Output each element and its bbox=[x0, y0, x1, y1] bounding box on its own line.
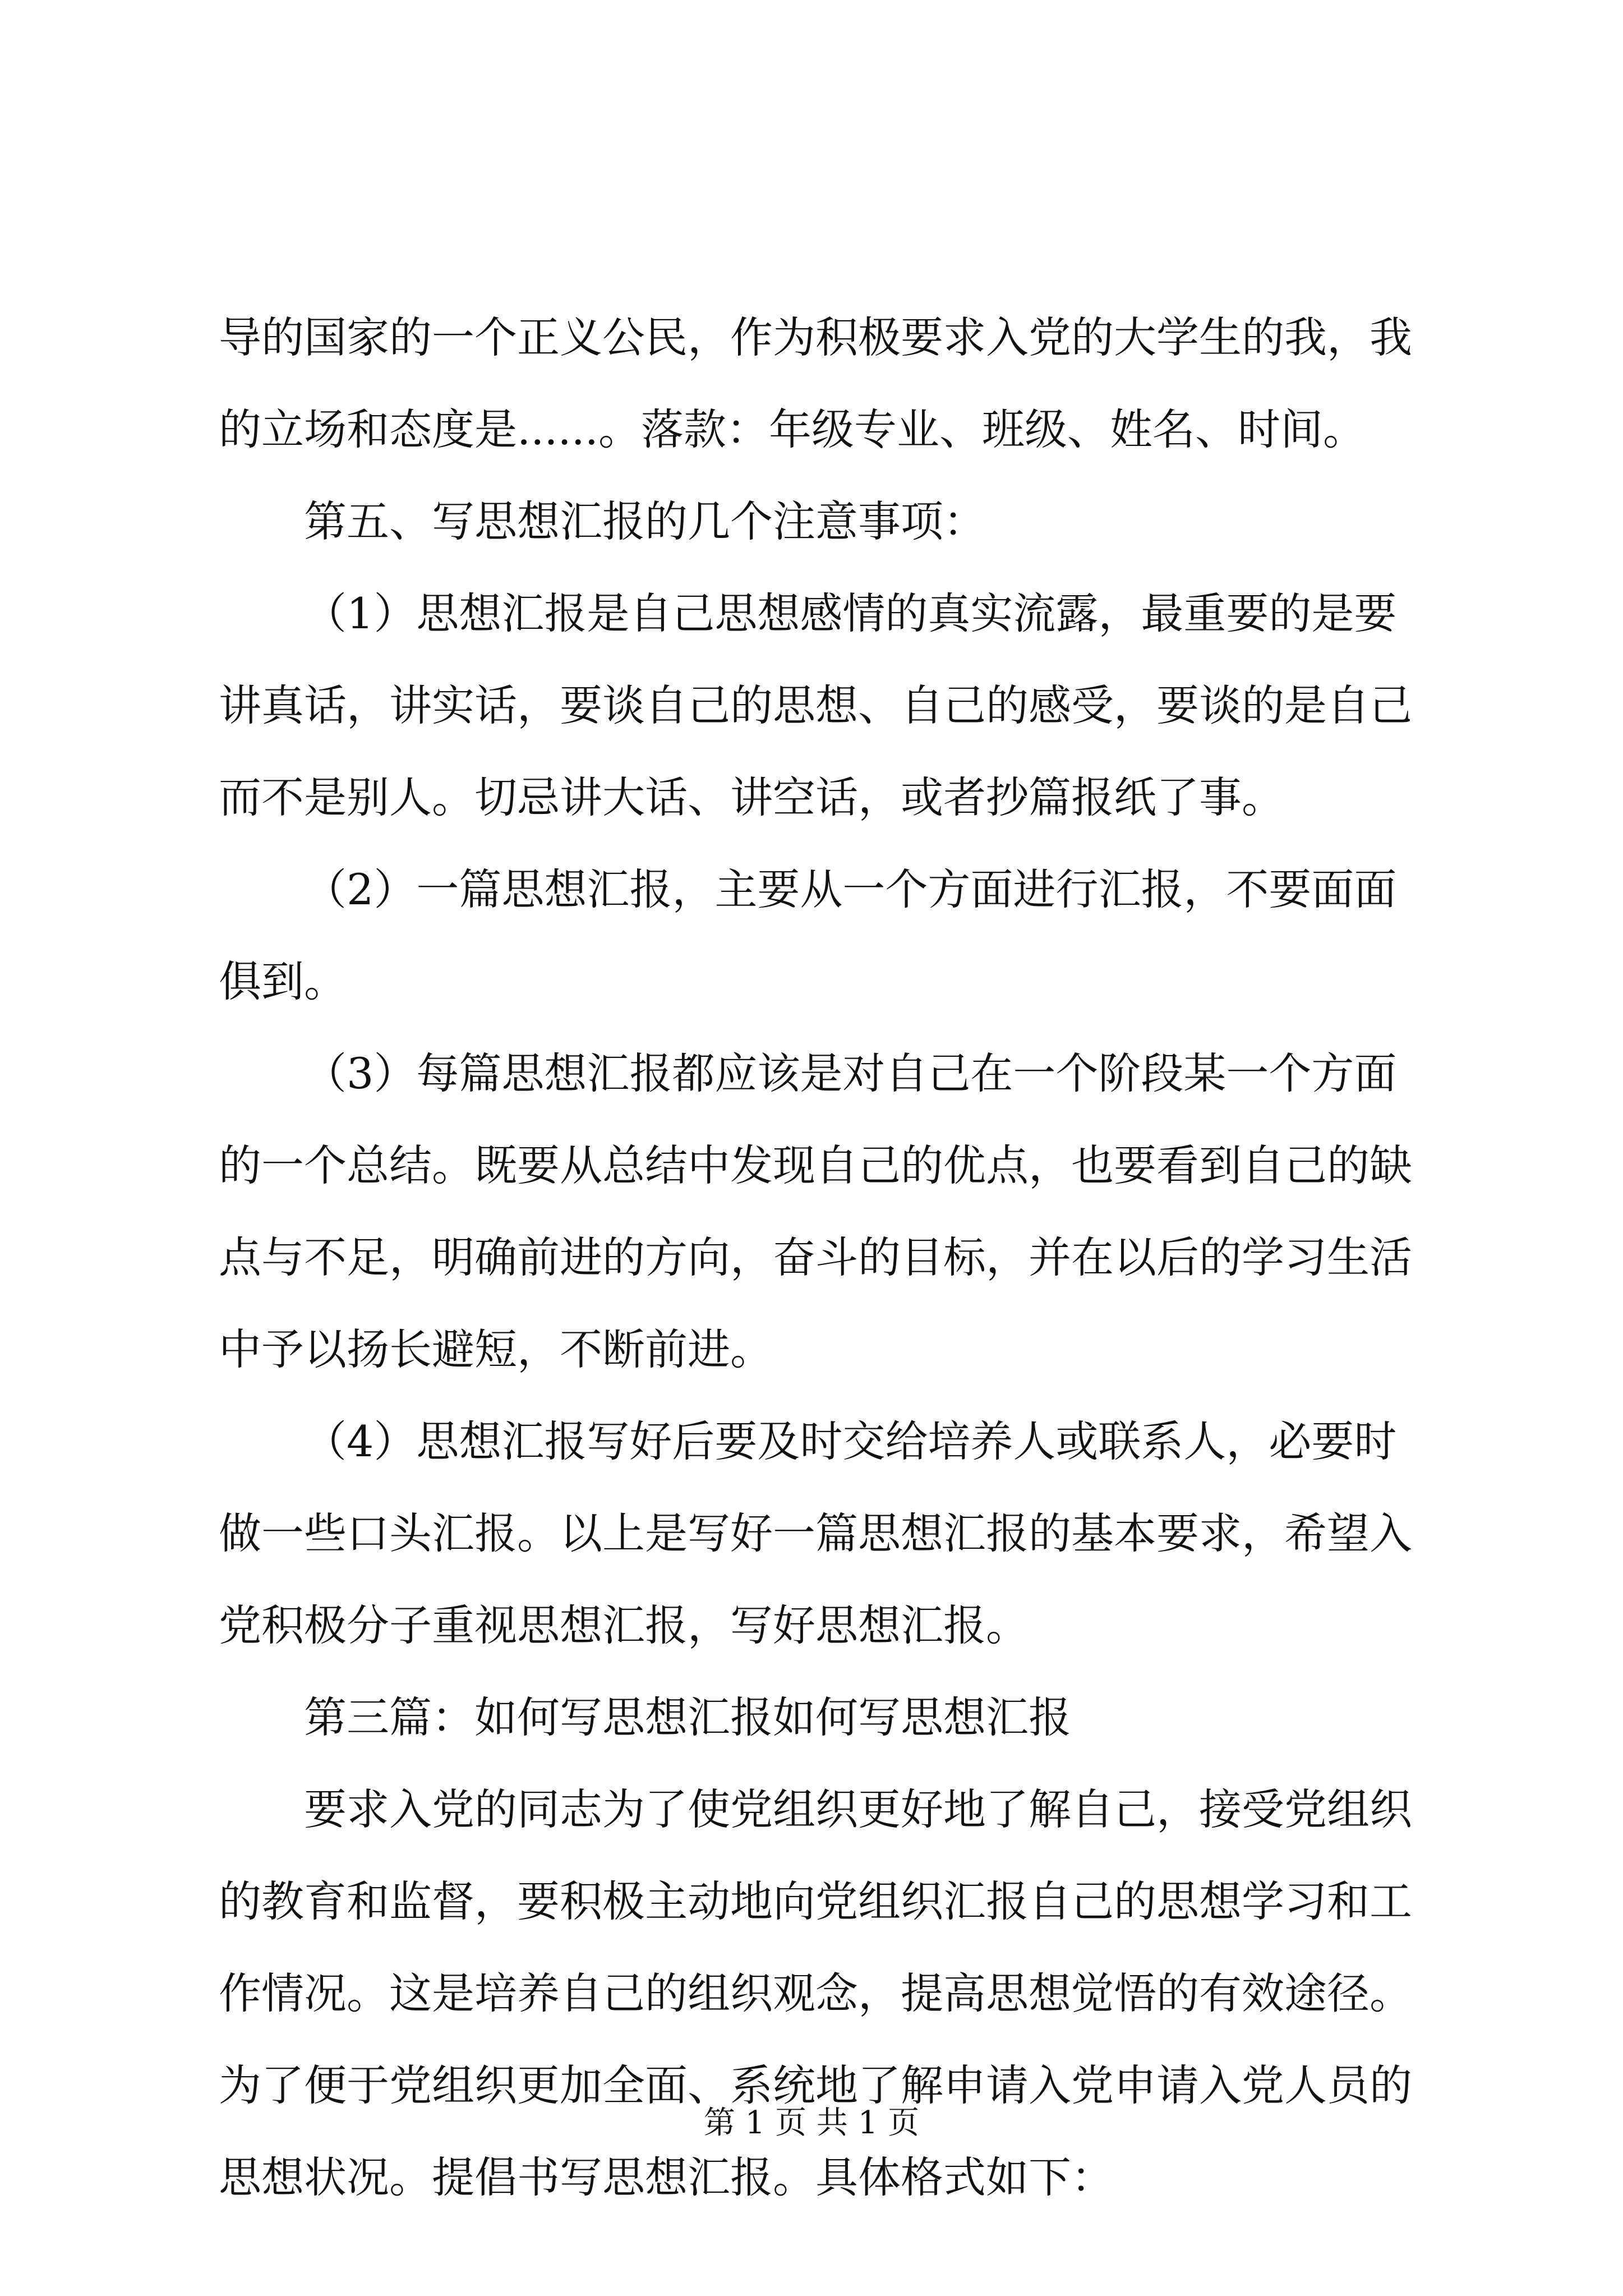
text-line: 点与不足，明确前进的方向，奋斗的目标，并在以后的学习生活 bbox=[219, 1232, 1412, 1282]
text-line: 的立场和态度是......。落款：年级专业、班级、姓名、时间。 bbox=[219, 404, 1366, 454]
text-line: （1）思想汇报是自己思想感情的真实流露，最重要的是要 bbox=[304, 588, 1397, 638]
text-line: （4）思想汇报写好后要及时交给培养人或联系人，必要时 bbox=[304, 1416, 1397, 1466]
text-line: 要求入党的同志为了使党组织更好地了解自己，接受党组织 bbox=[304, 1784, 1412, 1834]
text-line: 的教育和监督，要积极主动地向党组织汇报自己的思想学习和工 bbox=[219, 1876, 1412, 1926]
text-line: 作情况。这是培养自己的组织观念，提高思想觉悟的有效途径。 bbox=[219, 1968, 1412, 2018]
text-line: 中予以扬长避短，不断前进。 bbox=[219, 1324, 773, 1374]
text-line: （2）一篇思想汇报，主要从一个方面进行汇报，不要面面 bbox=[304, 864, 1397, 914]
text-line: （3）每篇思想汇报都应该是对自己在一个阶段某一个方面 bbox=[304, 1048, 1397, 1098]
text-line: 而不是别人。切忌讲大话、讲空话，或者抄篇报纸了事。 bbox=[219, 772, 1284, 822]
text-line: 为了便于党组织更加全面、系统地了解申请入党申请入党人员的 bbox=[219, 2060, 1412, 2110]
text-line: 俱到。 bbox=[219, 956, 347, 1006]
page-footer: 第 1 页 共 1 页 bbox=[703, 2105, 920, 2141]
text-line: 的一个总结。既要从总结中发现自己的优点，也要看到自己的缺 bbox=[219, 1140, 1412, 1190]
section-heading: 第三篇：如何写思想汇报如何写思想汇报 bbox=[304, 1692, 1071, 1742]
section-heading: 第五、写思想汇报的几个注意事项： bbox=[304, 496, 986, 546]
text-line: 做一些口头汇报。以上是写好一篇思想汇报的基本要求，希望入 bbox=[219, 1508, 1412, 1558]
text-line: 党积极分子重视思想汇报，写好思想汇报。 bbox=[219, 1600, 1029, 1650]
text-line: 思想状况。提倡书写思想汇报。具体格式如下： bbox=[219, 2152, 1114, 2202]
document-body bbox=[219, 292, 1424, 2224]
text-line: 讲真话，讲实话，要谈自己的思想、自己的感受，要谈的是自己 bbox=[219, 680, 1412, 730]
text-line: 导的国家的一个正义公民，作为积极要求入党的大学生的我，我 bbox=[219, 312, 1412, 362]
